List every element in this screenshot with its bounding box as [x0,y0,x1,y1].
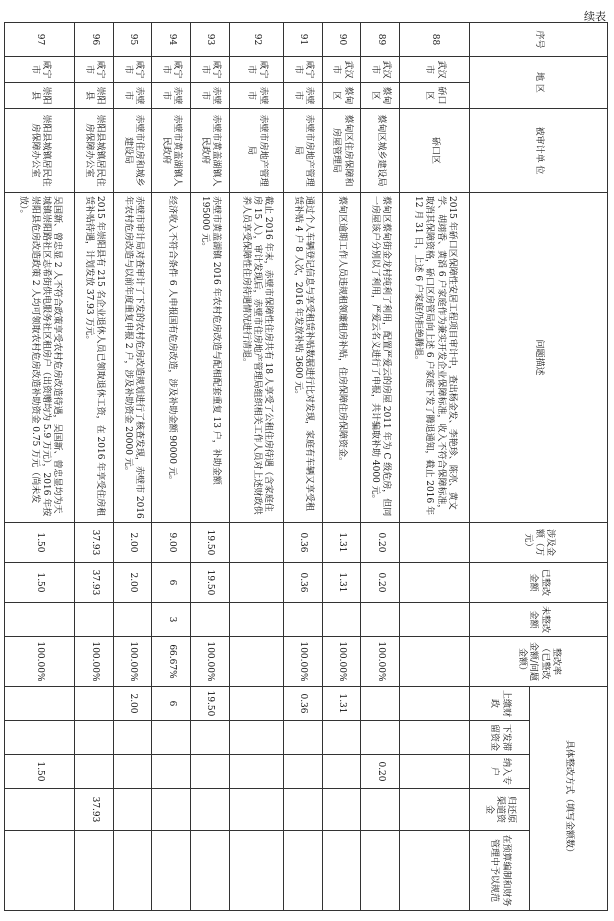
cell-amount: 9.00 [152,523,191,563]
cell-seq: 93 [191,23,230,57]
cell-rate: 100.00% [284,637,323,687]
cell-m4: 37.93 [75,789,114,831]
table-row [75,23,114,911]
cell-rate [229,637,283,687]
cell-seq: 92 [229,23,283,57]
header-m1: 上缴财政 [470,687,530,721]
cell-amount: 19.50 [191,523,230,563]
cell-amount [229,523,283,563]
cell-m4 [361,789,400,831]
cell-seq: 88 [399,23,469,57]
cell-desc: 蔡甸区逾期工作人员违规租领廉租房补贴，住房保障住房保障资金。 [322,193,361,523]
cell-unit: 硚口区 [399,109,469,193]
cell-m5 [399,831,469,911]
cell-seq: 89 [361,23,400,57]
cell-rectified: 0.36 [284,563,323,603]
cell-desc: 2015 年崇阳县有 215 名企业退休人员已领取退休工资，在 2016 年享受住房租赁补贴待遇，计划发放 37.93 万元。 [75,193,114,523]
cell-desc: 赤壁市黄盖湖镇 2016 年农村危房改造与配相配套重复 13 户，补助金额 195000 元。 [191,193,230,523]
cell-seq: 95 [113,23,152,57]
header-unit: 被审计单 位 [470,109,608,193]
header-m5: 在预算编制和财务管理中予以规范 [470,831,530,911]
table-row [5,23,75,911]
cell-rate: 100.00% [75,637,114,687]
audit-table [4,22,608,911]
cell-rate: 100.00% [322,637,361,687]
cell-m1: 0.36 [284,687,323,721]
cell-unrectified [399,603,469,637]
cell-district: 赤壁市 [152,83,191,109]
cell-m2 [322,721,361,755]
rotated-table-wrapper [4,22,608,910]
header-rate: 整改率（已整改金额/问题金额） [470,637,608,687]
cell-rectified: 2.00 [113,563,152,603]
cell-district: 蔡甸区 [322,83,361,109]
cell-m4 [113,789,152,831]
cell-m1: 6 [152,687,191,721]
cell-m5 [5,831,75,911]
cell-m2 [5,721,75,755]
cell-unrectified [361,603,400,637]
cell-m3 [322,755,361,789]
cell-city: 咸宁市 [5,57,75,83]
table-row [191,23,230,911]
cell-m5 [75,831,114,911]
cell-amount: 0.36 [284,523,323,563]
cell-unrectified [229,603,283,637]
header-unrectified: 未整改金额 [470,603,608,637]
cell-seq: 94 [152,23,191,57]
cell-city: 武汉市 [399,57,469,83]
cell-desc: 2015 年硚口区保障性安居工程项目审计中，查出杨金发、李艳珍、陈亮、黄文学、胡翊香、黄滔 6 户家庭作为兼实开发企业保障标准，收入不符合保障标准，取消其保障资格，硚口区房管局向上述 6 户家庭下发了腾退通知，截止 2016 年 12 月 31 日，上述 6 户家庭仍拒绝腾退。 [399,193,469,523]
cell-m3 [191,755,230,789]
cell-m5 [113,831,152,911]
cell-m5 [361,831,400,911]
cell-amount: 0.20 [361,523,400,563]
cell-unit: 蔡甸区城乡建设局 [361,109,400,193]
cell-desc: 通过个人车辆登记信息与享受租赁补贴数据进行比对发现，家庭有车辆又享受租赁补贴 4 户 8 人次，2016 年发放补贴 3600 元。 [284,193,323,523]
cell-rate: 66.67% [152,637,191,687]
cell-m1: 1.31 [322,687,361,721]
cell-unrectified [322,603,361,637]
cell-amount [399,523,469,563]
cell-m1 [361,687,400,721]
header-region: 地 区 [470,57,608,109]
cell-m4 [191,789,230,831]
cell-m4 [229,789,283,831]
cell-m5 [284,831,323,911]
cell-desc: 吴国新、曾忠显 2 人不符合政策享受农村危房改造待遇，吴国新、曾忠显均为天城镇崇阳路社区志希街供电服务社区租房户（出资赠均为 5.9 万元），2016 年按崇阳县危房改造政策 2 人均可领取农村危房改造补助资金 0.75 万元（尚未发放）。 [5,193,75,523]
cell-m1 [399,687,469,721]
header-m2: 下发滞留资金 [470,721,530,755]
cell-m3: 1.50 [5,755,75,789]
table-body [5,23,470,911]
cell-m4 [284,789,323,831]
table-row [399,23,469,911]
cell-seq: 90 [322,23,361,57]
cell-m3 [113,755,152,789]
cell-unrectified: 3 [152,603,191,637]
cell-m3 [229,755,283,789]
cell-m5 [152,831,191,911]
cell-m5 [322,831,361,911]
cell-district: 赤壁市 [113,83,152,109]
table-row [113,23,152,911]
cell-rate: 100.00% [191,637,230,687]
cell-seq: 96 [75,23,114,57]
cell-m5 [229,831,283,911]
cell-city: 武汉市 [322,57,361,83]
cell-m1 [5,687,75,721]
cell-m1 [75,687,114,721]
cell-unrectified [284,603,323,637]
cell-m4 [399,789,469,831]
cell-district: 赤壁市 [229,83,283,109]
cell-m1: 2.00 [113,687,152,721]
cell-m1: 19.50 [191,687,230,721]
cell-rectified: 37.93 [75,563,114,603]
cell-unrectified [191,603,230,637]
cell-city: 武汉市 [361,57,400,83]
cell-m3 [75,755,114,789]
table-row [152,23,191,911]
cell-m2 [284,721,323,755]
cell-unrectified [75,603,114,637]
cell-district: 崇阳县 [5,83,75,109]
cell-city: 咸宁市 [152,57,191,83]
table-row [284,23,323,911]
cell-unit: 赤壁市黄盖湖镇人民政府 [191,109,230,193]
table-row [229,23,283,911]
cell-rate [399,637,469,687]
cell-m2 [75,721,114,755]
cell-city: 咸宁市 [284,57,323,83]
cell-amount: 1.31 [322,523,361,563]
cell-city: 咸宁市 [191,57,230,83]
cell-seq: 91 [284,23,323,57]
cell-m3 [284,755,323,789]
cell-rate: 100.00% [5,637,75,687]
cell-amount: 1.50 [5,523,75,563]
cell-m2 [399,721,469,755]
cell-district: 赤壁市 [284,83,323,109]
header-m4: 归还原渠道资金 [470,789,530,831]
cell-city: 咸宁市 [113,57,152,83]
cell-district: 硚口区 [399,83,469,109]
cell-amount: 37.93 [75,523,114,563]
header-desc: 问题描述 [470,193,608,523]
cell-city: 咸宁市 [229,57,283,83]
cell-unrectified [113,603,152,637]
cell-m2 [361,721,400,755]
cell-unit: 赤壁市住房和城乡建设局 [113,109,152,193]
cell-desc: 蔡甸区蔡甸街金龙村纯利了利用，配置严爱云的房屋 2011 年为 C 级危房，但同一房屋该户分别以了利用，严爱云名义进行了申报，共计骗取补助 4000 元。 [361,193,400,523]
cell-m2 [113,721,152,755]
cell-m2 [152,721,191,755]
header-seq: 序号 [470,23,608,57]
table-row [361,23,400,911]
cell-seq: 97 [5,23,75,57]
cell-unit: 蔡甸区住房保障和房屋管理局 [322,109,361,193]
header-amount: 涉及金额（万元） [470,523,608,563]
cell-unrectified [5,603,75,637]
cell-rate: 100.00% [361,637,400,687]
header-m3: 纳入专户 [470,755,530,789]
cell-unit: 赤壁市房地产管理局 [284,109,323,193]
cell-unit: 赤壁市房地产管理局 [229,109,283,193]
cell-m4 [322,789,361,831]
table-row [322,23,361,911]
cell-rectified: 0.20 [361,563,400,603]
cell-m5 [191,831,230,911]
cell-desc: 经济收入不符合条件 6 人申报国有危房改造，涉及补助金额 90000 元。 [152,193,191,523]
cell-m3: 0.20 [361,755,400,789]
cell-m3 [399,755,469,789]
cell-rectified: 19.50 [191,563,230,603]
cell-rectified [229,563,283,603]
cell-m1 [229,687,283,721]
cell-m4 [152,789,191,831]
cell-city: 咸宁市 [75,57,114,83]
cell-district: 赤壁市 [191,83,230,109]
cell-rectified [399,563,469,603]
cell-desc: 截止 2016 年末，赤壁市保障性住房共有 18 人享受了公租住房待遇（含家庭住房 15 人），审计发现后，赤壁市住房地产管理局组织相关工作人员对上述财政供养人员享受保障性住房待遇情况进行清退。 [229,193,283,523]
cell-m4 [5,789,75,831]
cell-rectified: 1.50 [5,563,75,603]
cell-m2 [229,721,283,755]
header-method-group: 具体整改方式（填写金额数） [530,687,608,911]
cell-rate: 100.00% [113,637,152,687]
cell-rectified: 1.31 [322,563,361,603]
header-rectified: 已整改金额 [470,563,608,603]
cell-rectified: 6 [152,563,191,603]
cell-district: 蔡甸区 [361,83,400,109]
cell-m2 [191,721,230,755]
cell-unit: 赤壁市黄盖湖镇人民政府 [152,109,191,193]
cell-amount: 2.00 [113,523,152,563]
cell-desc: 赤壁市审计局对查审计了下发的农村危房改造规划进行了核查发现，赤壁市 2016 年农村危房改造与以前年度重复申报 2 户，涉及补助资金 20000 元。 [113,193,152,523]
cell-district: 崇阳县 [75,83,114,109]
cell-unit: 崇阳县城镇居民住房保障办公室 [75,109,114,193]
cell-unit: 崇阳县城镇居民住房保障办公室 [5,109,75,193]
cell-m3 [152,755,191,789]
page-label: 续表 [584,10,606,23]
